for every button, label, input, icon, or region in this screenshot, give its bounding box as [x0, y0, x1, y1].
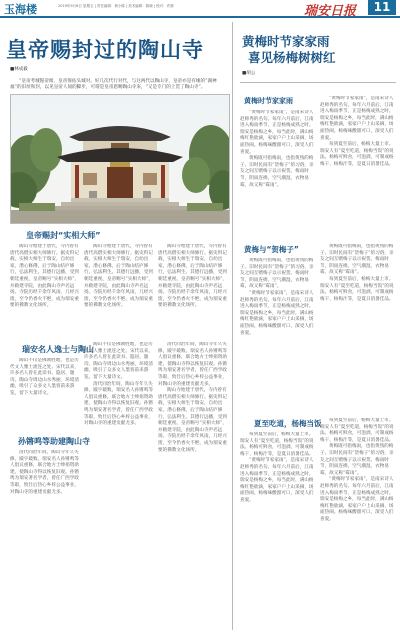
body-text: 陶山寺始建于唐代，寺内曾有唐代高僧实相大师修行。据史料记载，实相大师生于瑞安，自幼出家，潜心修佛，后于陶山结庐修行，弘法利生。其德行远播，受到朝廷重视，皇帝赐号“实相大师”，并敕建寺院，由此陶山寺声名远扬。寺院历经千余年风雨，几经兴废，至今仍香火不绝，成为瑞安重要的佛教文化场所。 [158, 388, 228, 453]
body-text: “黄梅时节家家雨”，是南宋诗人赵师秀的名句。每年六月前后，江南进入梅雨季节，正是杨梅成熟之时。瑞安是杨梅之乡，每当此时，满山杨梅红艳欲滴，家家户户上山采摘，场面热闹。杨梅味酸甜可口，深受人们喜爱。 [240, 290, 314, 336]
right-column-3a [240, 432, 314, 626]
body-text: 黄梅既可指梅雨，也指黄熟的梅子。旧时民间有“贺梅子”的习俗，亲友之间互赠梅子以示祝贺。梅雨时节，阴雨连绵，空气潮湿，衣物易霉，故又称“霉雨”。 [320, 244, 394, 276]
right-article-title-line1: 黄梅时节家家雨 [242, 34, 330, 49]
right-column-2b [320, 244, 396, 406]
body-column-3b [158, 342, 228, 626]
body-column-1b [84, 244, 154, 336]
section-name: 玉海楼 [4, 3, 37, 16]
body-text: 黄梅既可指梅雨，也指黄熟的梅子。旧时民间有“贺梅子”的习俗，亲友之间互赠梅子以示祝贺。梅雨时节，阴雨连绵，空气潮湿，衣物易霉，故又称“霉雨”。 [320, 444, 394, 476]
body-column-1a [10, 244, 80, 336]
body-text: 清代同治年间，陶山寺年久失修，殿宇破败。瑞安名人孙锵鸣等人倡议重修，联合地方士绅捐资助建，使陶山寺得以恢复旧观。孙锵鸣为瑞安著名学者，曾任广西学政等职，致仕后热心乡梓公益事业，对陶山寺的重建贡献尤多。 [158, 342, 227, 387]
body-column-1c [158, 244, 228, 336]
right-article-title-line2: 喜见杨梅树树红 [248, 50, 336, 65]
body-text: 每到夏至前后，杨梅大量上市。瑞安人有“夏至吃道，杨梅当饭”的说法。杨梅可鲜食，可泡酒，可制成杨梅干、杨梅汁等，是夏日消暑佳品。 [320, 418, 394, 443]
right-column-2a [240, 258, 314, 406]
body-text: 黄梅既可指梅雨，也指黄熟的梅子。旧时民间有“贺梅子”的习俗，亲友之间互赠梅子以示祝贺。梅雨时节，阴雨连绵，空气潮湿，衣物易霉，故又称“霉雨”。 [240, 156, 314, 188]
right-column-1b [320, 96, 396, 238]
body-column-2a [10, 358, 80, 430]
page-number: 11 [368, 0, 396, 15]
section-heading-3: 孙锵鸣等助建陶山寺 [18, 437, 90, 446]
dateline: 2019年9月6日 星期五 | 责任编辑：黄小陈 | 美术编辑：陈晓 | 校对：许静 [58, 4, 174, 8]
body-text: 每到夏至前后，杨梅大量上市。瑞安人有“夏至吃道，杨梅当饭”的说法。杨梅可鲜食，可泡酒，可制成杨梅干、杨梅汁等，是夏日消暑佳品。 [240, 432, 314, 457]
body-text: 陶山寺始建于唐代，寺内曾有唐代高僧实相大师修行。据史料记载，实相大师生于瑞安，自幼出家，潜心修佛，后于陶山结庐修行，弘法利生。其德行远播，受到朝廷重视，皇帝赐号“实相大师”，并敕建寺院，由此陶山寺声名远扬。寺院历经千余年风雨，几经兴废，至今仍香火不绝，成为瑞安重要的佛教文化场所。 [84, 244, 154, 309]
body-text: 清代同治年间，陶山寺年久失修，殿宇破败。瑞安名人孙锵鸣等人倡议重修，联合地方士绅捐资助建，使陶山寺得以恢复旧观。孙锵鸣为瑞安著名学者，曾任广西学政等职，致仕后热心乡梓公益事业，对陶山寺的重建贡献尤多。 [10, 450, 79, 495]
main-article-byline: ■林成毅 [10, 67, 28, 72]
body-text: 陶山不仅是佛教胜地，也是历代文人雅士流连之处。宋代以来，许多名人曾在此读书、隐居、题诗。陶山寺周边山水秀丽，环境清幽，吸引了众多文人墨客前来游览，留下大量诗文。 [84, 342, 153, 380]
body-text: 清代同治年间，陶山寺年久失修，殿宇破败。瑞安名人孙锵鸣等人倡议重修，联合地方士绅捐资助建，使陶山寺得以恢复旧观。孙锵鸣为瑞安著名学者，曾任广西学政等职，致仕后热心乡梓公益事业，对陶山寺的重建贡献尤多。 [84, 381, 153, 427]
right-section-heading-1: 黄梅时节家家雨 [244, 97, 293, 105]
temple-illustration [11, 95, 229, 223]
body-text: “黄梅时节家家雨”，是南宋诗人赵师秀的名句。每年六月前后，江南进入梅雨季节，正是杨梅成熟之时。瑞安是杨梅之乡，每当此时，满山杨梅红艳欲滴，家家户户上山采摘，场面热闹。杨梅味酸甜可口，深受人们喜爱。 [240, 458, 314, 503]
body-column-2b [84, 342, 154, 626]
body-text: 陶山不仅是佛教胜地，也是历代文人雅士流连之处。宋代以来，许多名人曾在此读书、隐居、题诗。陶山寺周边山水秀丽，环境清幽，吸引了众多文人墨客前来游览，留下大量诗文。 [10, 358, 79, 396]
masthead [0, 0, 400, 18]
right-column-1a [240, 110, 314, 238]
temple-photo [10, 94, 230, 224]
body-text: 每到夏至前后，杨梅大量上市。瑞安人有“夏至吃道，杨梅当饭”的说法。杨梅可鲜食，可泡酒，可制成杨梅干、杨梅汁等，是夏日消暑佳品。 [320, 142, 394, 167]
body-column-3a [10, 450, 80, 626]
rule-line [240, 82, 396, 83]
body-text: 每到夏至前后，杨梅大量上市。瑞安人有“夏至吃道，杨梅当饭”的说法。杨梅可鲜食，可泡酒，可制成杨梅干、杨梅汁等，是夏日消暑佳品。 [320, 276, 394, 302]
column-divider [232, 22, 233, 630]
main-article-title: 皇帝赐封过的陶山寺 [6, 38, 204, 62]
body-text: “黄梅时节家家雨”，是南宋诗人赵师秀的名句。每年六月前后，江南进入梅雨季节，正是杨梅成熟之时。瑞安是杨梅之乡，每当此时，满山杨梅红艳欲滴，家家户户上山采摘，场面热闹。杨梅味酸甜可口，深受人们喜爱。 [320, 477, 394, 522]
body-text: “黄梅时节家家雨”，是南宋诗人赵师秀的名句。每年六月前后，江南进入梅雨季节，正是杨梅成熟之时。瑞安是杨梅之乡，每当此时，满山杨梅红艳欲滴，家家户户上山采摘，场面热闹。杨梅味酸甜可口，深受人们喜爱。 [240, 110, 314, 155]
right-article-byline: ■胡公 [242, 71, 256, 76]
body-text: 陶山寺始建于唐代，寺内曾有唐代高僧实相大师修行。据史料记载，实相大师生于瑞安，自幼出家，潜心修佛，后于陶山结庐修行，弘法利生。其德行远播，受到朝廷重视，皇帝赐号“实相大师”，并敕建寺院，由此陶山寺声名远扬。寺院历经千余年风雨，几经兴废，至今仍香火不绝，成为瑞安重要的佛教文化场所。 [158, 244, 228, 309]
body-text: 陶山寺始建于唐代，寺内曾有唐代高僧实相大师修行。据史料记载，实相大师生于瑞安，自幼出家，潜心修佛，后于陶山结庐修行，弘法利生。其德行远播，受到朝廷重视，皇帝赐号“实相大师”，并敕建寺院，由此陶山寺声名远扬。寺院历经千余年风雨，几经兴废，至今仍香火不绝，成为瑞安重要的佛教文化场所。 [10, 244, 80, 309]
right-section-heading-2: 黄梅与“贺梅子” [244, 245, 299, 254]
paper-name: 瑞安日报 [303, 4, 356, 19]
body-text: “黄梅时节家家雨”，是南宋诗人赵师秀的名句。每年六月前后，江南进入梅雨季节，正是杨梅成熟之时。瑞安是杨梅之乡，每当此时，满山杨梅红艳欲滴，家家户户上山采摘，场面热闹。杨梅味酸甜可口，深受人们喜爱。 [320, 96, 394, 141]
section-heading-1: 皇帝赐封“实相大师” [26, 231, 101, 240]
right-section-heading-3: 夏至吃道，杨梅当饭 [254, 419, 322, 428]
main-article-intro: “皇帝考城隍帝闻，皇帝保佑头城对。好几次代行对代，与这两代以陶山寺，皇帝亦是有缘的“湖神福”的旧址和封，以见皇帝人间的脚步，可谓是皇帝恩赐陶山寺来，“又是专门的上贯了陶山寺”。 [10, 78, 217, 91]
section-heading-2: 瑞安名人逸士与陶山 [22, 345, 94, 354]
right-column-3b [320, 418, 396, 626]
body-text: 黄梅既可指梅雨，也指黄熟的梅子。旧时民间有“贺梅子”的习俗，亲友之间互赠梅子以示祝贺。梅雨时节，阴雨连绵，空气潮湿，衣物易霉，故又称“霉雨”。 [240, 258, 314, 290]
